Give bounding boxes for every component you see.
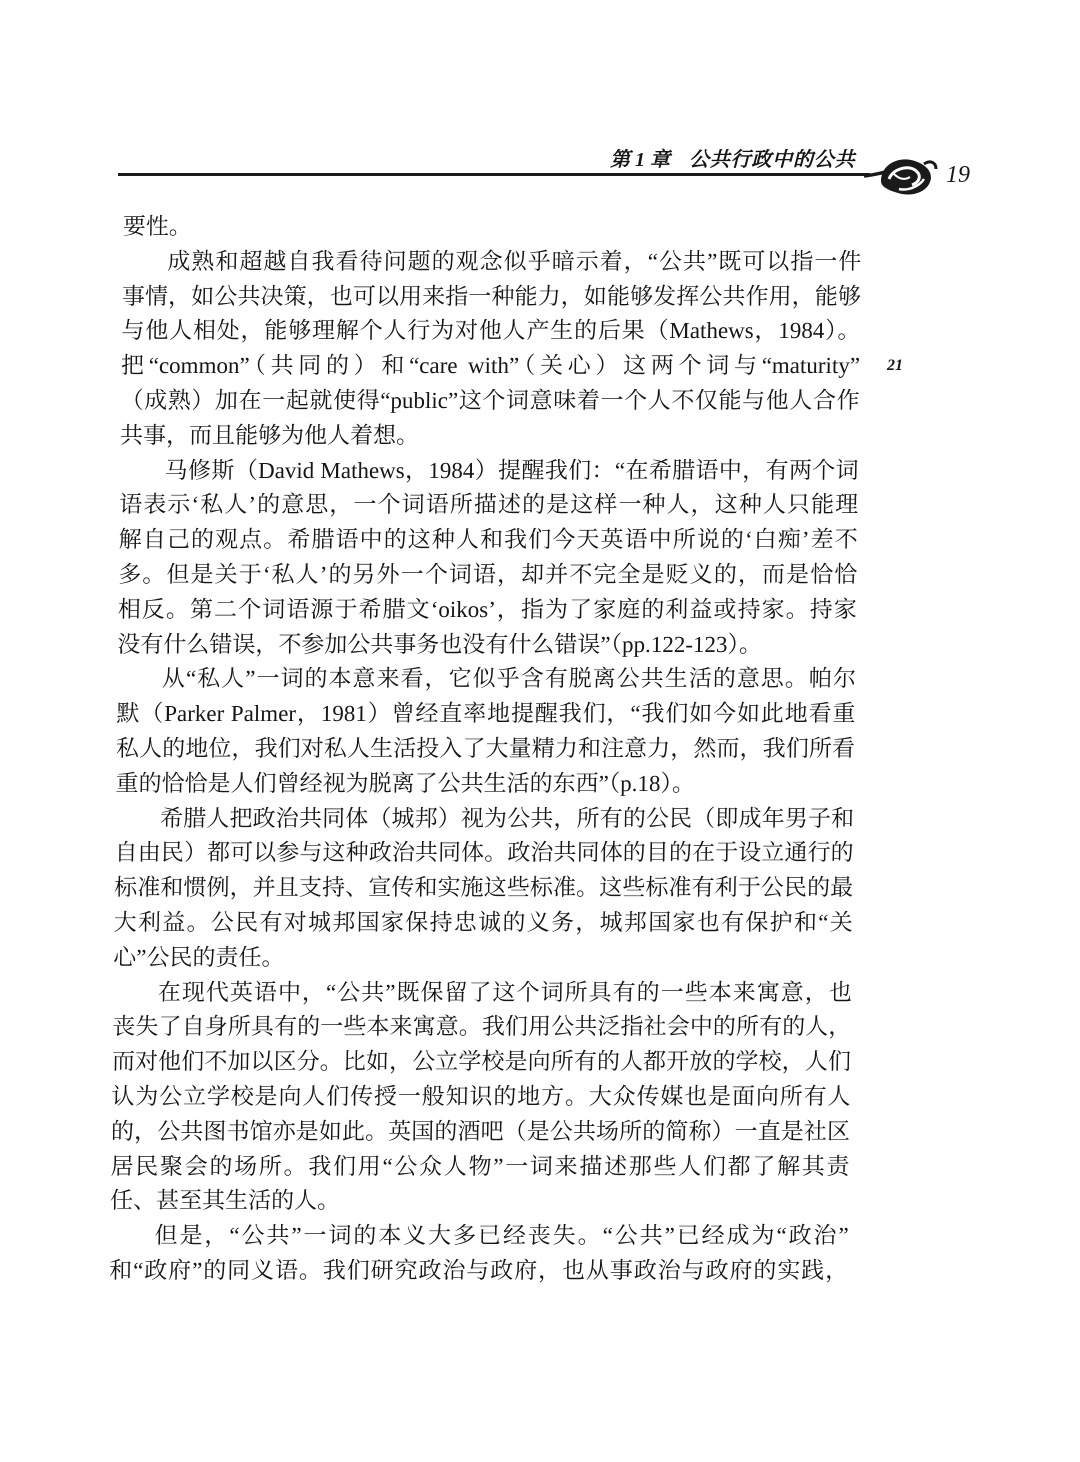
text-line: 希腊人把政治共同体（城邦）视为公共，所有的公民（即成年男子和	[159, 805, 855, 831]
text-line: 没有什么错误，不参加公共事务也没有什么错误”（pp.122-123）。	[117, 631, 763, 657]
text-line: 重的恰恰是人们曾经视为脱离了公共生活的东西”（p.18）。	[115, 770, 696, 796]
text-line: 而对他们不加以区分。比如，公立学校是向所有的人都开放的学校，人们	[111, 1049, 852, 1075]
text-line: 在现代英语中，“公共”既保留了这个词所具有的一些本来寓意，也	[157, 979, 852, 1005]
text-line: 居民聚会的场所。我们用“公众人物”一词来描述那些人们都了解其责	[110, 1153, 850, 1179]
text-line: 自由民）都可以参与这种政治共同体。政治共同体的目的在于设立通行的	[114, 840, 854, 866]
text-line: 相反。第二个词语源于希腊文‘oikos’，指为了家庭的利益或持家。持家	[117, 596, 857, 622]
paragraph	[115, 662, 856, 801]
text-line: 标准和惯例，并且支持、宣传和实施这些标准。这些标准有利于公民的最	[114, 875, 854, 901]
body-text	[109, 210, 862, 1289]
paragraph	[123, 210, 862, 245]
text-line: 成熟和超越自我看待问题的观念似乎暗示着，“公共”既可以指一件	[167, 248, 862, 274]
paragraph	[110, 976, 852, 1220]
paragraph	[117, 454, 859, 663]
margin-page-reference: 21	[887, 357, 903, 374]
text-line: 多。但是关于‘私人’的另外一个词语，却并不完全是贬义的，而是恰恰	[118, 561, 858, 587]
text-line: 私人的地位，我们对私人生活投入了大量精力和注意力，然而，我们所看	[115, 735, 856, 761]
text-line: 共事，而且能够为他人着想。	[119, 422, 420, 448]
ornament-icon	[864, 151, 938, 199]
paragraph	[120, 245, 862, 454]
chapter-label: 第 1 章	[610, 149, 670, 171]
paragraph	[113, 802, 854, 976]
paragraph	[109, 1219, 849, 1289]
text-line: 从“私人”一词的本意来看，它似乎含有脱离公共生活的意思。帕尔	[161, 666, 857, 692]
text-line: 把“common”（共同的）和“care with”（关心）这两个词与“maturity”	[120, 353, 861, 379]
chapter-title: 公共行政中的公共	[689, 149, 856, 171]
text-line: 马修斯（David Mathews，1984）提醒我们：“在希腊语中，有两个词	[164, 457, 859, 483]
text-line: 语表示‘私人’的意思，一个词语所描述的是这样一种人，这种人只能理	[119, 492, 859, 518]
text-line: 丧失了自身所具有的一些本来寓意。我们用公共泛指社会中的所有的人，	[112, 1014, 852, 1040]
text-line: 和“政府”的同义语。我们研究政治与政府，也从事政治与政府的实践，	[109, 1257, 849, 1283]
text-line: （成熟）加在一起就使得“public”这个词意味着一个人不仅能与他人合作	[120, 387, 860, 413]
text-line: 心”公民的责任。	[113, 944, 285, 970]
text-line: 事情，如公共决策，也可以用来指一种能力，如能够发挥公共作用，能够	[121, 283, 862, 309]
text-line: 与他人相处，能够理解个人行为对他人产生的后果（Mathews，1984）。	[121, 318, 861, 344]
header-rule	[118, 173, 870, 176]
text-line: 但是，“公共”一词的本义大多已经丧失。“公共”已经成为“政治”	[154, 1223, 849, 1249]
text-line: 要性。	[122, 214, 193, 239]
text-line: 的，公共图书馆亦是如此。英国的酒吧（是公共场所的简称）一直是社区	[110, 1118, 851, 1144]
text-line: 任、甚至其生活的人。	[109, 1188, 341, 1214]
text-line: 解自己的观点。希腊语中的这种人和我们今天英语中所说的‘白痴’差不	[118, 527, 858, 553]
text-line: 默（Parker Palmer，1981）曾经直率地提醒我们，“我们如今如此地看重	[116, 701, 856, 727]
text-line: 认为公立学校是向人们传授一般知识的地方。大众传媒也是面向所有人	[111, 1083, 851, 1109]
text-line: 大利益。公民有对城邦国家保持忠诚的义务，城邦国家也有保护和“关	[113, 909, 853, 935]
page-number: 19	[946, 162, 970, 188]
